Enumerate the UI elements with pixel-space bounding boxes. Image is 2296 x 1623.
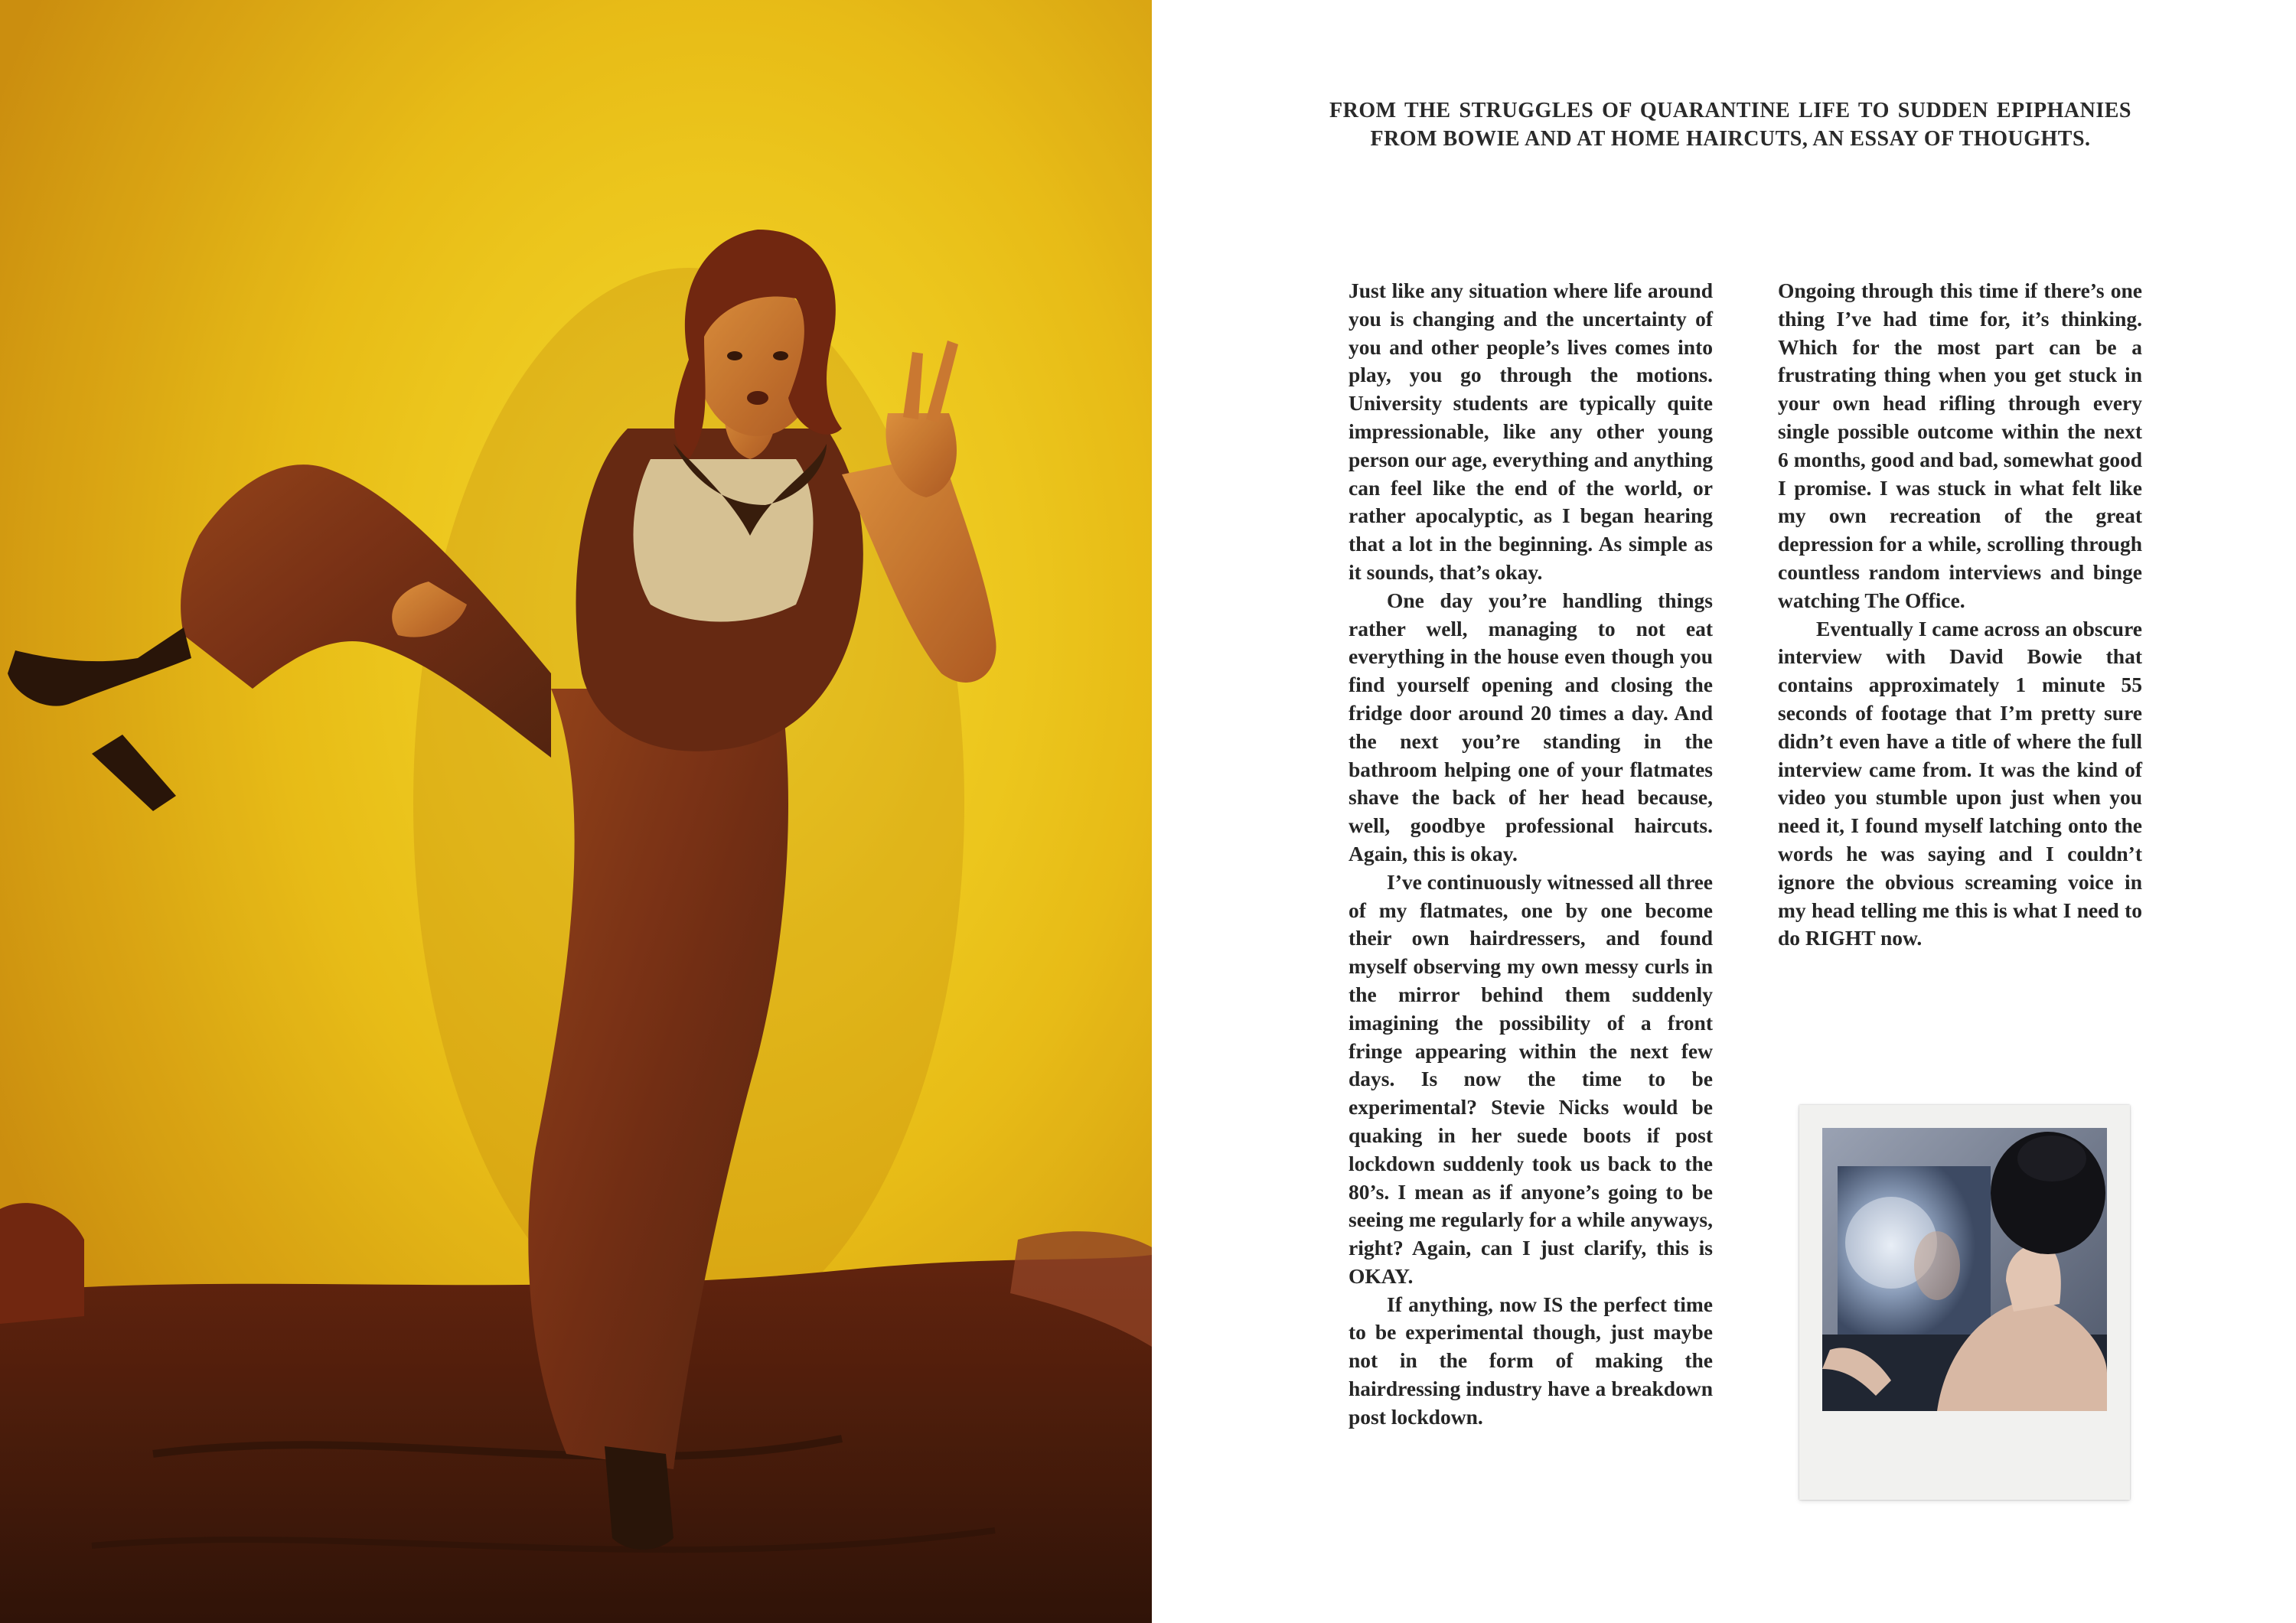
polaroid-frame: [1799, 1105, 2130, 1500]
paragraph: Ongoing through this time if there’s one thing I’ve had time for, it’s thinking. Which for the most part can be a frustrating thing when you get stuck in your own head rifling through every single possible outcome within the next 6 months, good and bad, somewhat good I promise. I was stuck in what felt like my own recreation of the great depression for a while, scrolling through countless random interviews and binge watching The Office.: [1778, 279, 2142, 612]
paragraph: Eventually I came across an obscure interview with David Bowie that contains approximately 1 minute 55 seconds of footage that I’m pretty sure didn’t even have a title of where the full interview came from. It was the kind of video you stumble upon just when you need it, I found myself latching onto the words he was saying and I couldn’t ignore the obvious screaming voice in my head telling me this is what I need to do RIGHT now.: [1778, 616, 2142, 950]
polaroid-illustration: [1822, 1128, 2107, 1411]
polaroid-photo: [1822, 1128, 2107, 1411]
paragraph: I’ve continuously witnessed all three of my flatmates, one by one become their own hairdressers, and found myself observing my own messy curls in the mirror behind them suddenly imagining the possibility of a front fringe appearing within the next few days. Is now the time to be experimental? Stevie Nicks would be quaking in her suede boots if post lockdown suddenly took us back to the 80’s. I mean as if anyone’s going to be seeing me regularly for a while anyways, right? Again, can I just clarify, this is OKAY.: [1349, 869, 1713, 1288]
text-column-left: [1349, 277, 1713, 1432]
article-headline: FROM THE STRUGGLES OF QUARANTINE LIFE TO SUDDEN EPIPHANIES FROM BOWIE AND AT HOME HAIRCUTS, AN ESSAY OF THOUGHTS.: [1329, 99, 2131, 151]
text-column-right: [1778, 277, 2142, 953]
article-page: [1152, 0, 2296, 1623]
paragraph: One day you’re handling things rather well, managing to not eat everything in the house even though you find yourself opening and closing the fridge door around 20 times a day. And the next you’re standing in the bathroom helping one of your flatmates shave the back of her head because, well, goodbye professional haircuts. Again, this is okay.: [1349, 588, 1713, 865]
paragraph: Just like any situation where life around you is changing and the uncertainty of you and other people’s lives comes into play, you go through the motions. University students are typically quite impressionable, like any other young person our age, everything and anything can feel like the end of the world, or rather apocalyptic, as I began hearing that a lot in the beginning. As simple as it sounds, that’s okay.: [1349, 279, 1713, 584]
paragraph: If anything, now IS the perfect time to be experimental though, just maybe not in the form of making the hairdressing industry have a breakdown post lockdown.: [1349, 1292, 1713, 1429]
